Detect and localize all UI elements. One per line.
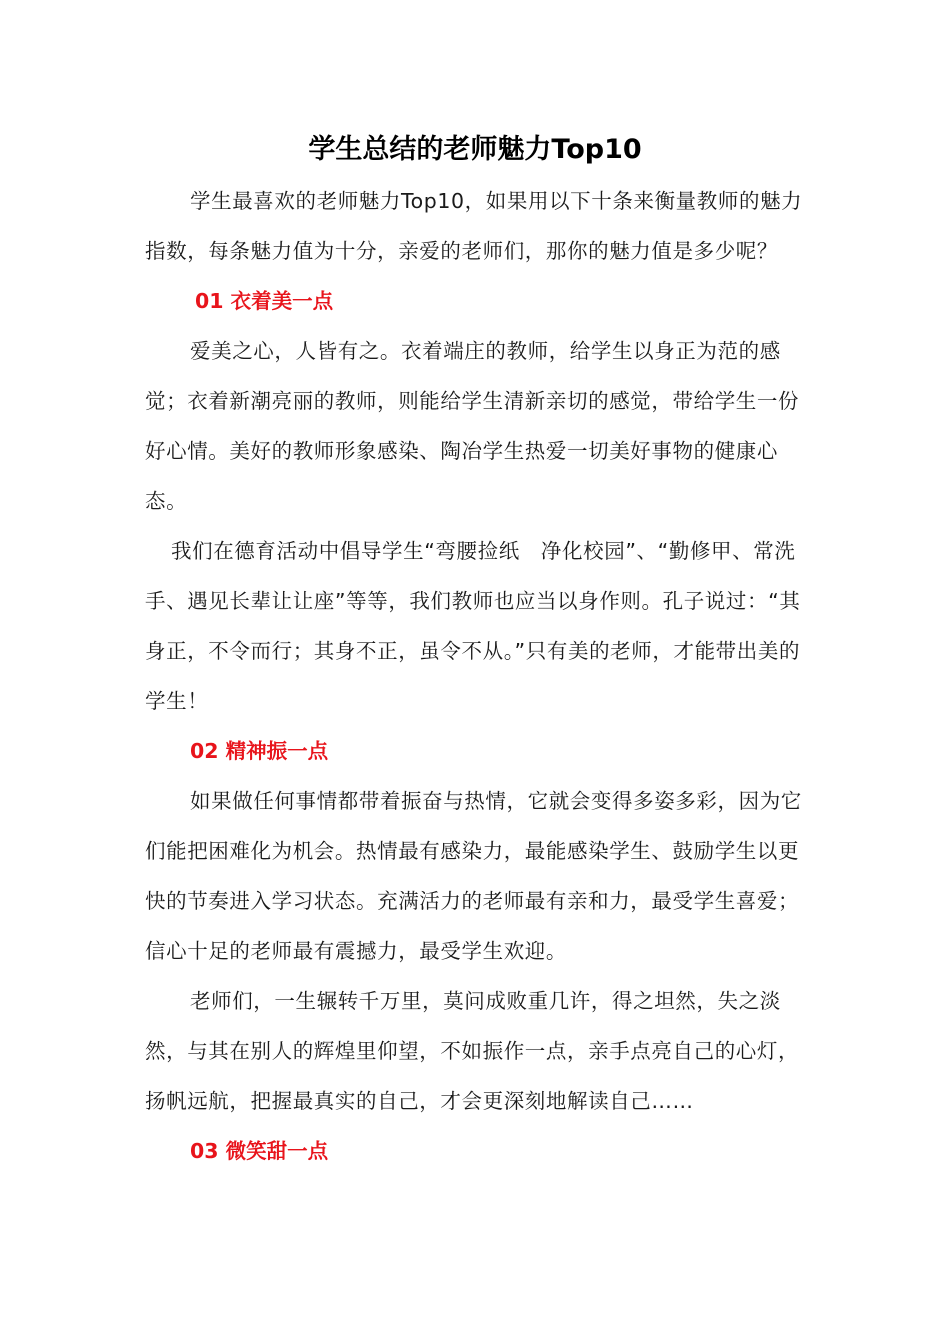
document-title: 学生总结的老师魅力Top10	[308, 134, 642, 165]
section-heading-02: 02 精神振一点	[190, 739, 329, 763]
intro-paragraph: 学生最喜欢的老师魅力Top10，如果用以下十条来衡量教师的魅力指数，每条魅力值为十分，亲爱的老师们，那你的魅力值是多少呢？	[145, 189, 803, 263]
document-body	[145, 176, 815, 1176]
section-02-paragraph-1: 如果做任何事情都带着振奋与热情，它就会变得多姿多彩，因为它们能把困难化为机会。热情最有感染力，最能感染学生、鼓励学生以更快的节奏进入学习状态。充满活力的老师最有亲和力，最受学生喜爱；信心十足的老师最有震撼力，最受学生欢迎。	[145, 789, 802, 963]
section-heading-01: 01 衣着美一点	[195, 289, 334, 313]
section-01-paragraph-1: 爱美之心，人皆有之。衣着端庄的教师，给学生以身正为范的感觉；衣着新潮亮丽的教师，则能给学生清新亲切的感觉，带给学生一份好心情。美好的教师形象感染、陶冶学生热爱一切美好事物的健康心态。	[145, 339, 800, 513]
section-02-paragraph-2: 老师们，一生辗转千万里，莫问成败重几许，得之坦然，失之淡然，与其在别人的辉煌里仰望，不如振作一点，亲手点亮自己的心灯，扬帆远航，把握最真实的自己，才会更深刻地解读自己……	[145, 989, 800, 1113]
section-01-paragraph-2: 我们在德育活动中倡导学生“弯腰捡纸 净化校园”、“勤修甲、常洗手、遇见长辈让让座”等等，我们教师也应当以身作则。孔子说过：“其身正，不令而行；其身不正，虽令不从。”只有美的老师，才能带出美的学生！	[145, 539, 801, 713]
section-heading-03: 03 微笑甜一点	[190, 1139, 329, 1163]
